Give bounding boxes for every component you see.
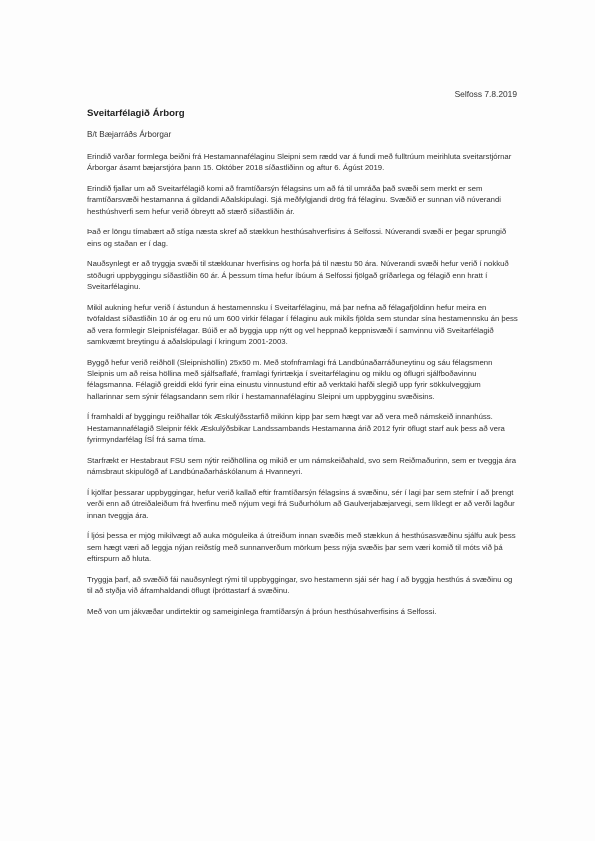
paragraph-youth-work: Í framhaldi af byggingu reiðhallar tók Æskulýðsstarfið mikinn kipp þar sem hægt var að vera með námskeið innanhúss. Hestamannafélagið Sleipnir fékk Æskulýðsbikar Landssambands Hestamanna árið 2012 fyrir öflugt starf auk þess að vera fyrirmyndarfélag ÍSÍ frá sama tíma. bbox=[87, 412, 505, 445]
paragraph-future-area: Erindið fjallar um að Sveitarfélagið komi að framtíðarsýn félagsins um að fá til umráða það svæði sem merkt er sem framtíðarsvæði hestamanna á gildandi Aðalskipulagi. Sjá meðfylgjandi drög frá félaginu. Svæðið er sunnan við núverandi hesthúshverfi sem hefur verið óbreytt að stærð síðastliðin ár. bbox=[87, 184, 502, 216]
paragraph-riding-hall: Byggð hefur verið reiðhöll (Sleipnishöllin) 25x50 m. Með stofnframlagi frá Landbúnaðarráðuneytinu og sáu félagsmenn Sleipnis um að reisa höllina með sjálfsaflafé, framlagi fyrirtækja í sveitarfélaginu og miklu og öflugri sjálfboðavinnu félagsmanna. Félagið greiddi ekki fyrir eina einustu vinnustund eftir að verktaki hafði slegið upp fyrir sökkulveggjum hallarinnar sem sýnir félagsandann sem ríkir í hestamannafélaginu Sleipni um uppbygginu svæðisins. bbox=[87, 357, 493, 401]
paragraph-growth: Mikil aukning hefur verið í ástundun á hestamennsku í Sveitarfélaginu, má þar nefna að félagafjöldinn hefur meira en tvöfaldast síðastliðin 10 ár og eru nú um 600 virkir félagar í félaginu auk mikils fjölda sem stundar sína hestamennsku án þess að vera formlegir Sleipnisfélagar. Búið er að byggja upp nýtt og vel heppnað keppnisvæði í samvinnu við Sveitarfélagið samkvæmt breytingu á aðalskipulagi í kringum 2001-2003. bbox=[87, 302, 518, 347]
recipient-heading: Sveitarfélagið Árborg bbox=[87, 108, 185, 119]
place-date: Selfoss 7.8.2019 bbox=[454, 89, 517, 99]
paragraph-space: Tryggja þarf, að svæðið fái nauðsynlegt rými til uppbyggingar, svo hestamenn sjái sér hag í að byggja hesthús á svæðinu og til að styðja við áframhaldandi öflugt íþróttastarf á svæðinu. bbox=[87, 574, 513, 596]
paragraph-request: Erindið varðar formlega beiðni frá Hestamannafélaginu Sleipni sem rædd var á fundi með fulltrúum meirihluta sveitarstjórnar Árborgar ásamt bæjarstjóra þann 15. Október 2018 síðastliðinn og aftur 6. Ágúst 2019. bbox=[87, 152, 512, 173]
attention-line: B/t Bæjarráðs Árborgar bbox=[87, 130, 172, 139]
paragraph-next-step: Það er löngu tímabært að stíga næsta skref að stækkun hesthúsahverfisins á Selfossi. Núverandi svæði er þegar sprungið eins og staðan er í dag. bbox=[87, 227, 507, 248]
paragraph-closing: Með von um jákvæðar undirtektir og sameiginlega framtíðarsýn á þróun hesthúsahverfisins á Selfossi. bbox=[87, 606, 437, 616]
paragraph-secure-area: Nauðsynlegt er að tryggja svæði til stækkunar hverfisins og horfa þá til næstu 50 ára. Núverandi svæði hefur verið í nokkuð stöðugri uppbyggingu síðastliðin 60 ár. Á þessum tíma hefur íbúum á Selfossi fjölgað gríðarlega og félagið enn hratt í Sveitarfélaginu. bbox=[87, 259, 509, 292]
paragraph-fsu-course: Starfrækt er Hestabraut FSU sem nýtir reiðhöllina og mikið er um námskeiðahald, svo sem Reiðmaðurinn, sem er tveggja ára námsbraut skipulögð af Landbúnaðarháskólanum á Hvanneyri. bbox=[87, 455, 517, 477]
paragraph-new-road: Í kjölfar þessarar uppbyggingar, hefur verið kallað eftir framtíðarsýn félagsins á svæðinu, sér í lagi þar sem stefnir í að þrengt verði enn að útreiðaleiðum frá hverfinu með nýjum vegi frá Suðurhólum að Gaulverjabæjarvegi, sem líklegt er að verði lagður innan tveggja ára. bbox=[87, 487, 515, 520]
letter-body bbox=[87, 151, 519, 626]
paragraph-expansion: Í ljósi þessa er mjög mikilvægt að auka möguleika á útreiðum innan svæðis með stækkun á hesthúsasvæðinu sjálfu auk þess sem hægt væri að leggja nýjan reiðstíg með sunnanverðum mörkum þess nýja svæðis þar sem væri komið til móts við þá eftirspurn að hluta. bbox=[87, 531, 516, 564]
